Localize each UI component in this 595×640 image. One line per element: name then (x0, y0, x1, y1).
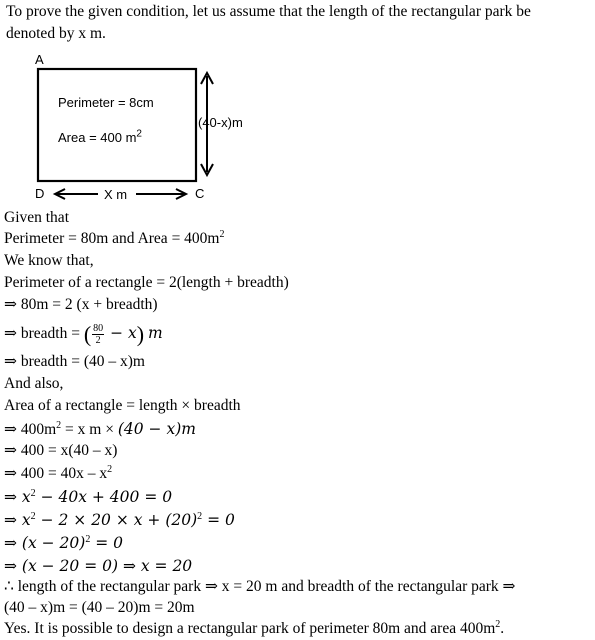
park-rectangle (38, 69, 196, 181)
vertex-c-label: C (195, 186, 205, 201)
we-know-that: We know that, (4, 252, 94, 269)
area-formula: Area of a rectangle = length × breadth (4, 397, 241, 414)
step-3: ⇒ breadth = (40 – x)m (4, 353, 145, 370)
perimeter-formula: Perimeter of a rectangle = 2(length + breadth) (4, 274, 289, 291)
step-1: ⇒ 80m = 2 (x + breadth) (4, 296, 158, 313)
area-label: Area = 400 $m^2$ (58, 128, 142, 145)
step-9: ⇒ $(x - 20)^2 = 0$ (4, 533, 124, 552)
step-10: ⇒ (x − 20 = 0) ⇒ x = 20 (4, 557, 193, 575)
step-2: ⇒ breadth = ( $\frac{80}{2}$ − x) m (4, 321, 163, 347)
step-4: ⇒ $400m^2 = x$ m × (40 − x)m (4, 419, 196, 438)
vertex-a-label: A (35, 52, 44, 67)
intro-line-1: To prove the given condition, let us assume that the length of the rectangular park be (6, 3, 531, 20)
vertex-d-label: D (35, 186, 45, 201)
step-7: ⇒ $x^2 - 40x + 400 = 0$ (4, 487, 173, 506)
step-8: ⇒ $x^2 - 2 \times 20 \times x + (20)^2 = 0$ (4, 510, 235, 529)
given-that: Given that (4, 209, 69, 226)
conclusion-line-1: ∴ length of the rectangular park ⇒ x = 20 m and breadth of the rectangular park ⇒ (4, 578, 516, 595)
perimeter-label: Perimeter = 8cm (58, 95, 154, 110)
intro-line-2: denoted by x m. (6, 25, 106, 42)
final-statement: Yes. It is possible to design a rectangular park of perimeter 80m and area $400m^2$. (4, 618, 505, 637)
step-5: ⇒ 400 = x(40 – x) (4, 442, 118, 459)
side-length-label: (40-x)m (198, 115, 243, 130)
conclusion-line-2: (40 – x)m = (40 – 20)m = 20m (4, 599, 195, 616)
given-values: Perimeter = 80m and Area = $400m^2$ (4, 228, 225, 247)
step-6: ⇒ $400 = 40x - x^2$ (4, 463, 113, 482)
and-also: And also, (4, 375, 64, 392)
bottom-length-label: X m (104, 187, 128, 202)
